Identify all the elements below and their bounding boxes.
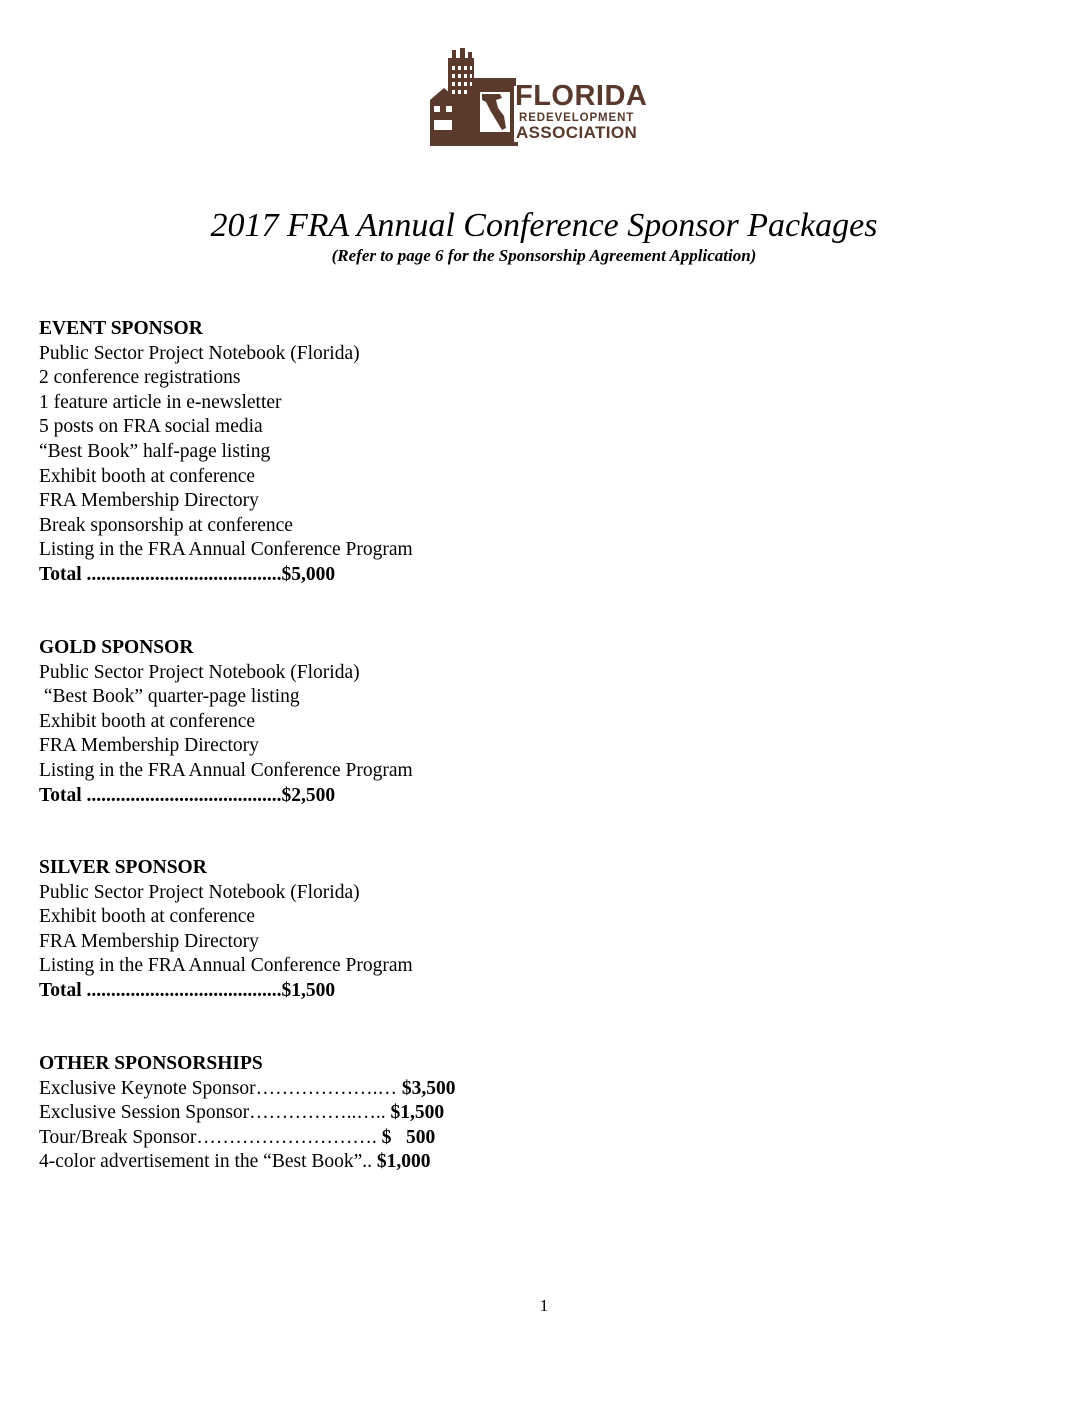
logo-text-association: ASSOCIATION <box>516 123 638 142</box>
benefit-item: Exhibit booth at conference <box>39 465 256 487</box>
sponsorship-row <box>39 1077 639 1102</box>
benefit-item: 1 feature article in e-newsletter <box>39 391 282 413</box>
benefit-item: Exhibit booth at conference <box>39 906 256 928</box>
sponsorship-row <box>39 1101 639 1126</box>
page-number: 1 <box>539 1296 549 1315</box>
sponsorship-label: Exclusive Session Sponsor……………..….. <box>39 1102 391 1124</box>
benefit-item: FRA Membership Directory <box>39 490 259 512</box>
sponsorship-row <box>39 1150 639 1175</box>
benefit-item: FRA Membership Directory <box>39 930 259 952</box>
benefit-item: Public Sector Project Notebook (Florida) <box>39 661 360 683</box>
fra-logo <box>430 48 648 148</box>
sponsorship-label: 4-color advertisement in the “Best Book”.. <box>39 1151 377 1173</box>
event-sponsor-section <box>39 317 639 588</box>
benefit-item: Listing in the FRA Annual Conference Program <box>39 539 413 561</box>
benefit-item: Exhibit booth at conference <box>39 710 256 732</box>
sponsorship-price: $1,500 <box>390 1102 445 1124</box>
other-sponsorships-section <box>39 1052 639 1175</box>
benefit-item: Break sponsorship at conference <box>39 514 293 536</box>
section-heading: SILVER SPONSOR <box>39 857 207 878</box>
sponsorship-row <box>39 1126 639 1151</box>
benefit-item: Listing in the FRA Annual Conference Program <box>39 955 413 977</box>
page-subtitle: (Refer to page 6 for the Sponsorship Agreement Application) <box>331 246 757 265</box>
section-heading: OTHER SPONSORSHIPS <box>39 1053 263 1074</box>
silver-sponsor-section <box>39 856 639 1004</box>
benefit-item: Listing in the FRA Annual Conference Program <box>39 759 413 781</box>
benefit-item: “Best Book” half-page listing <box>39 440 271 462</box>
logo-text-redevelopment: REDEVELOPMENT <box>519 112 635 124</box>
section-heading: EVENT SPONSOR <box>39 318 203 339</box>
benefit-item: 5 posts on FRA social media <box>39 416 263 438</box>
benefit-item: Public Sector Project Notebook (Florida) <box>39 881 360 903</box>
city-skyline-icon <box>430 48 520 148</box>
benefit-item: “Best Book” quarter-page listing <box>39 686 300 708</box>
package-total: Total ........................................$5,000 <box>39 563 336 585</box>
sponsorship-price: $ 500 <box>381 1126 436 1148</box>
page-title: 2017 FRA Annual Conference Sponsor Packages <box>210 207 878 244</box>
package-total: Total ........................................$1,500 <box>39 979 336 1001</box>
sponsorship-label: Exclusive Keynote Sponsor……………….… <box>39 1077 402 1099</box>
benefit-item: FRA Membership Directory <box>39 735 259 757</box>
logo-text-florida: FLORIDA <box>515 80 648 112</box>
sponsorship-price: $3,500 <box>401 1077 456 1099</box>
section-heading: GOLD SPONSOR <box>39 637 194 658</box>
sponsorship-label: Tour/Break Sponsor………………………. <box>39 1126 382 1148</box>
package-total: Total ........................................$2,500 <box>39 784 336 806</box>
benefit-item: 2 conference registrations <box>39 367 241 389</box>
gold-sponsor-section <box>39 636 639 808</box>
benefit-item: Public Sector Project Notebook (Florida) <box>39 342 360 364</box>
sponsorship-price: $1,000 <box>376 1151 431 1173</box>
